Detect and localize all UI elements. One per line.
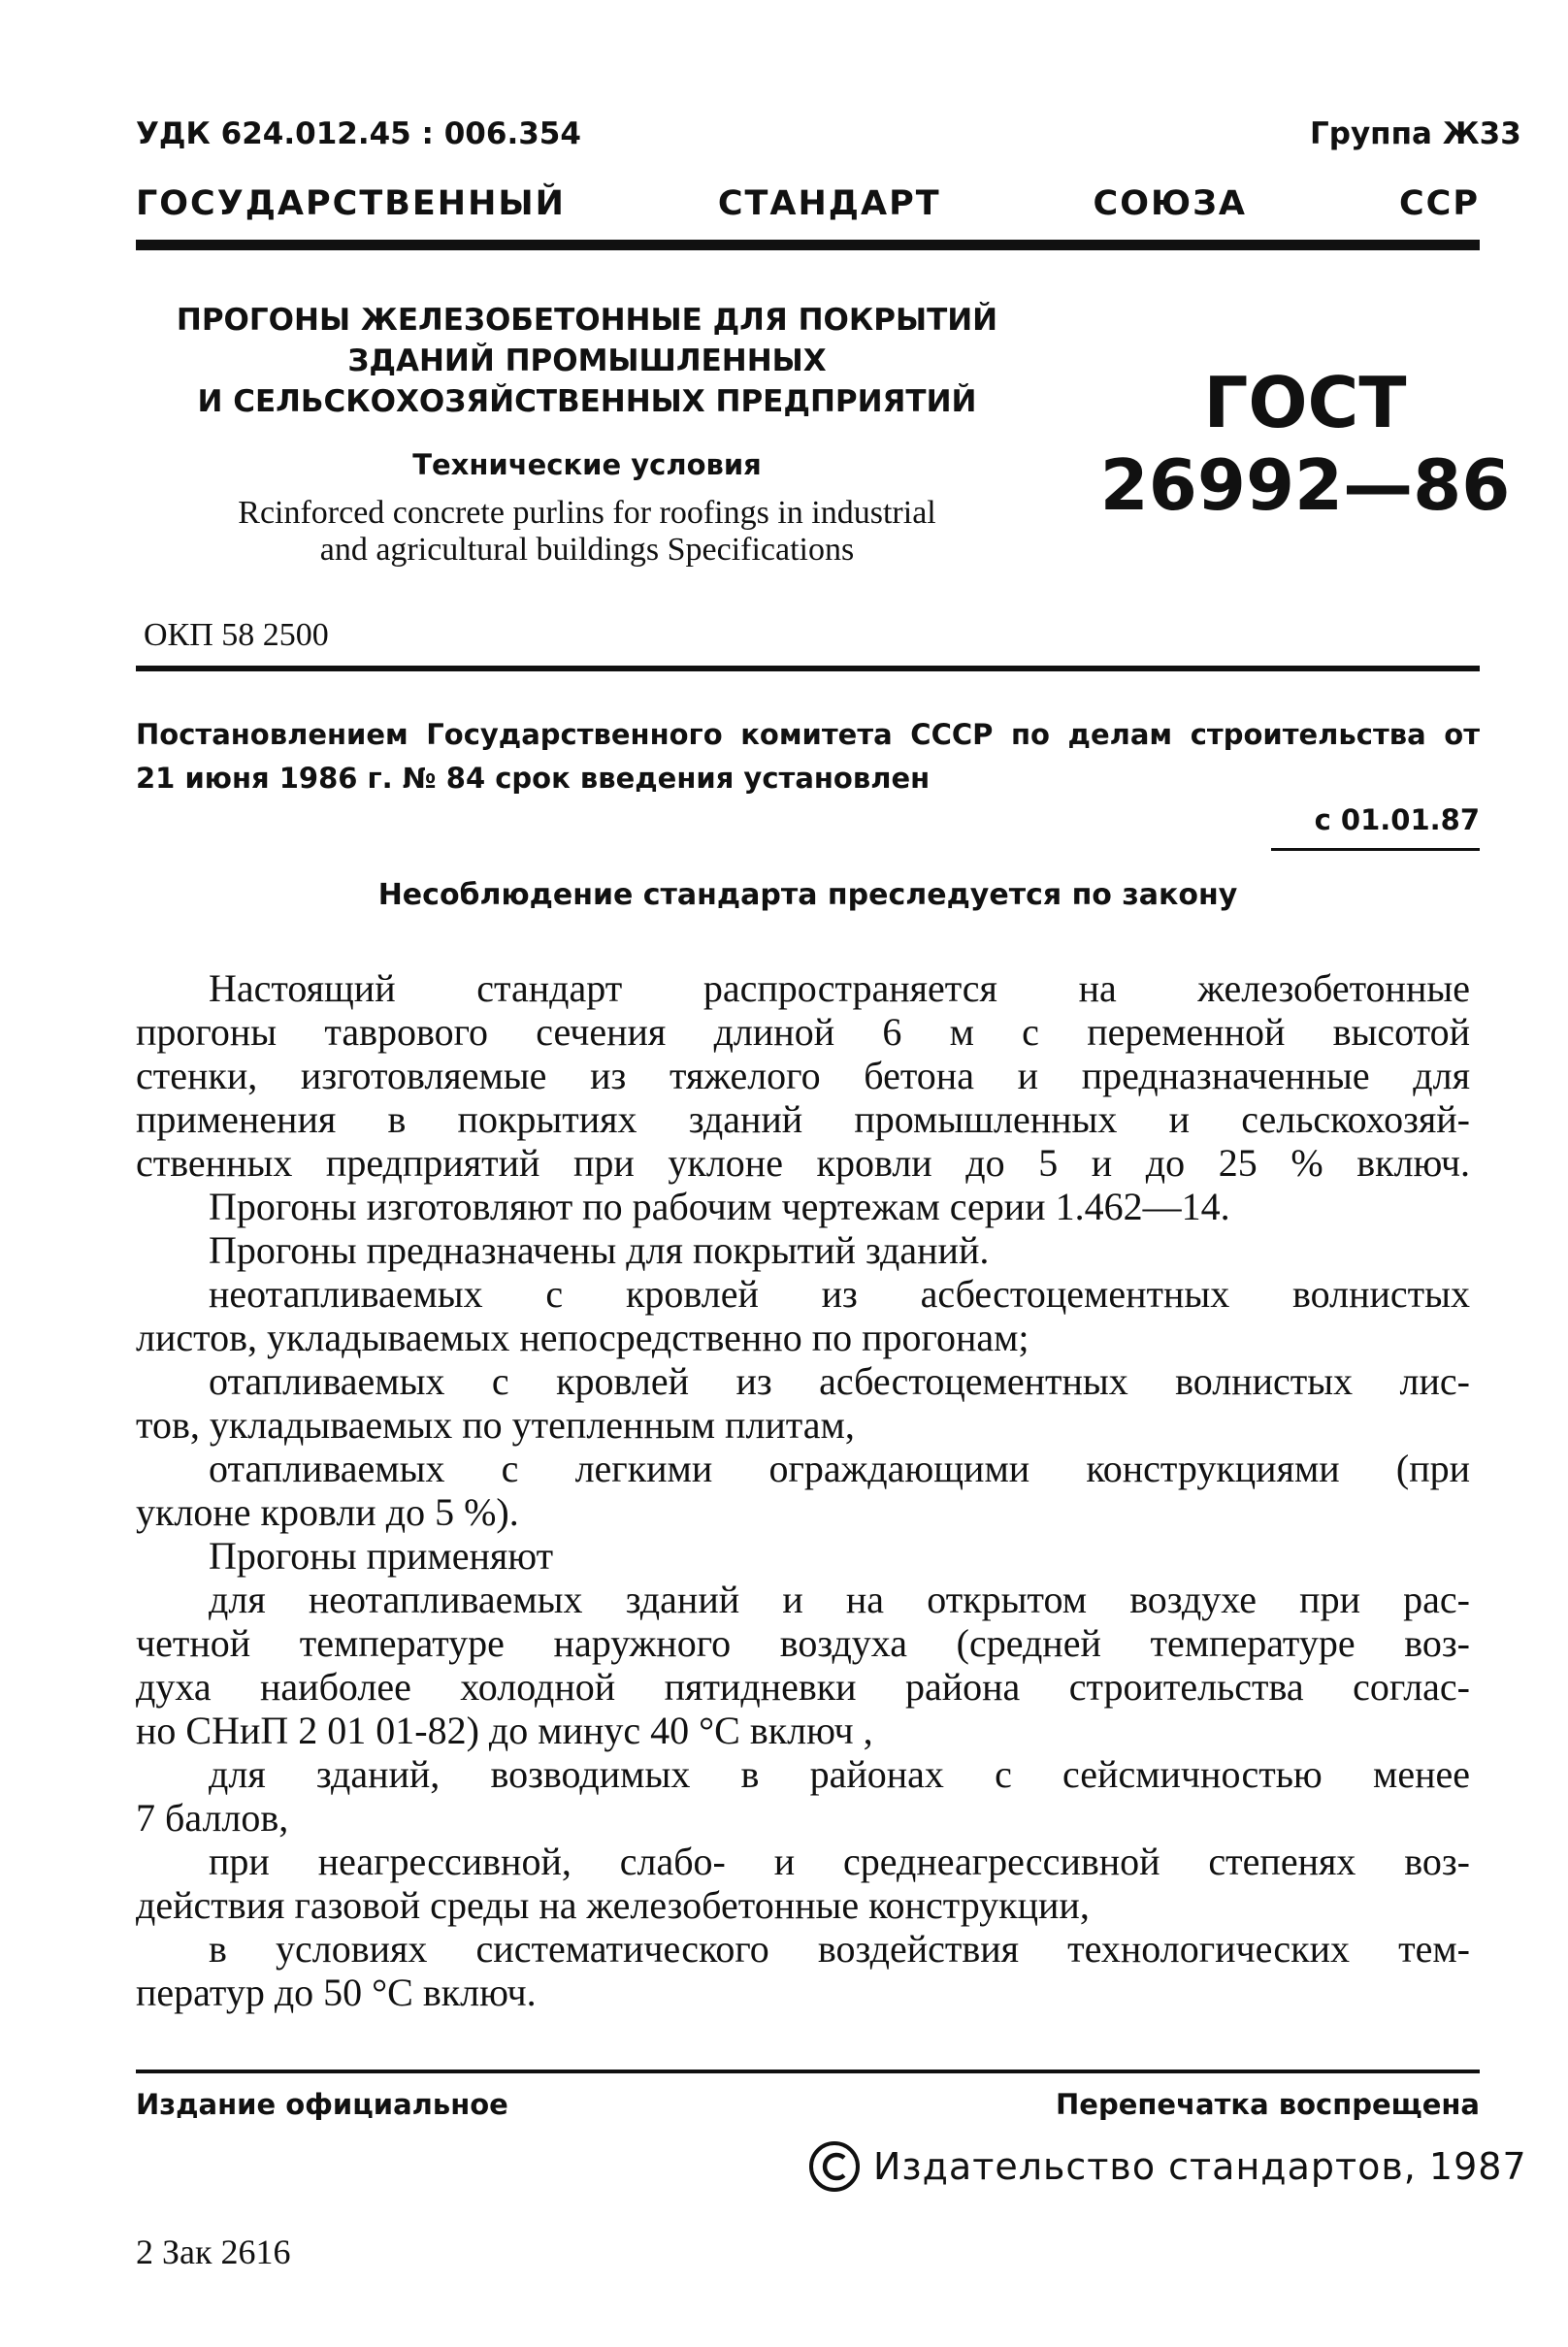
body-line-3: стенки, изготовляемые из тяжелого бетона и предназначенные для <box>136 1054 1470 1097</box>
okp-code: ОКП 58 2500 <box>144 617 329 653</box>
body-line-9: листов, укладываемых непосредственно по прогонам; <box>136 1316 1029 1359</box>
title-line-3: И СЕЛЬСКОХОЗЯЙСТВЕННЫХ ПРЕДПРИЯТИЙ <box>197 384 977 419</box>
body-line-10: отапливаемых с кровлей из асбестоцементных волнистых лис- <box>209 1359 1470 1403</box>
body-line-21: при неагрессивной, слабо- и среднеагрессивной степенях воз- <box>209 1840 1470 1883</box>
group-code: Группа Ж33 <box>1310 116 1521 151</box>
body-line-15: для неотапливаемых зданий и на открытом воздухе при рас- <box>209 1578 1470 1621</box>
body-line-24: ператур до 50 °С включ. <box>136 1971 537 2014</box>
udk-code: УДК 624.012.45 : 006.354 <box>136 116 581 151</box>
body-line-2: прогоны таврового сечения длиной 6 м с переменной высотой <box>136 1010 1470 1054</box>
date-rule <box>1271 848 1480 851</box>
gost-number: 26992—86 <box>1099 444 1511 526</box>
body-line-6: Прогоны изготовляют по рабочим чертежам серии 1.462—14. <box>209 1185 1230 1228</box>
okp-rule <box>136 666 1480 671</box>
gost-label: ГОСТ <box>1203 362 1407 443</box>
body-line-19: для зданий, возводимых в районах с сейсмичностью менее <box>209 1752 1470 1796</box>
body-line-20: 7 баллов, <box>136 1796 289 1840</box>
effective-date: с 01.01.87 <box>1314 803 1480 836</box>
body-line-22: действия газовой среды на железобетонные конструкции, <box>136 1883 1090 1927</box>
reprint-prohibited: Перепечатка воспрещена <box>1056 2088 1480 2121</box>
body-line-7: Прогоны предназначены для покрытий зданий. <box>209 1228 990 1272</box>
publisher-line <box>807 2137 1527 2196</box>
body-line-8: неотапливаемых с кровлей из асбестоцементных волнистых <box>209 1272 1470 1316</box>
body-line-4: применения в покрытиях зданий промышленных и сельскохозяй- <box>136 1097 1470 1141</box>
official-edition: Издание официальное <box>136 2088 508 2121</box>
subtitle: Технические условия <box>412 448 762 481</box>
body-line-16: четной температуре наружного воздуха (средней температуре воз- <box>136 1621 1470 1665</box>
body-line-23: в условиях систематического воздействия технологических тем- <box>209 1927 1470 1971</box>
body-line-12: отапливаемых с легкими ограждающими конструкциями (при <box>209 1447 1470 1490</box>
decree-line-1: Постановлением Государственного комитета СССР по делам строительства от <box>136 718 1480 751</box>
body-line-1: Настоящий стандарт распространяется на железобетонные <box>209 966 1470 1010</box>
body-line-5: ственных предприятий при уклоне кровли до 5 и до 25 % включ. <box>136 1141 1470 1185</box>
publisher: Издательство стандартов, 1987 <box>873 2145 1527 2188</box>
title-line-2: ЗДАНИЙ ПРОМЫШЛЕННЫХ <box>347 343 827 378</box>
body-line-18: но СНиП 2 01 01-82) до минус 40 °С включ , <box>136 1709 873 1752</box>
footer-rule <box>136 2070 1480 2073</box>
decree-line-2: 21 июня 1986 г. № 84 срок введения установлен <box>136 762 931 795</box>
english-title-line-2: and agricultural buildings Specifications <box>319 532 855 568</box>
body-line-13: уклоне кровли до 5 %). <box>136 1490 519 1534</box>
standard-banner: ГОСУДАРСТВЕННЫЙ СТАНДАРТ СОЮЗА ССР <box>136 184 1480 223</box>
body-line-14: Прогоны применяют <box>209 1534 554 1578</box>
legal-warning: Несоблюдение стандарта преследуется по закону <box>377 878 1238 912</box>
order-number: 2 Зак 2616 <box>136 2233 291 2271</box>
body-line-17: духа наиболее холодной пятидневки района строительства соглас- <box>136 1665 1470 1709</box>
copyright-icon <box>807 2139 862 2194</box>
english-title-line-1: Rcinforced concrete purlins for roofings in industrial <box>238 495 936 531</box>
title-line-1: ПРОГОНЫ ЖЕЛЕЗОБЕТОННЫЕ ДЛЯ ПОКРЫТИЙ <box>176 303 998 338</box>
header-rule <box>136 240 1480 250</box>
body-line-11: тов, укладываемых по утепленным плитам, <box>136 1403 855 1447</box>
